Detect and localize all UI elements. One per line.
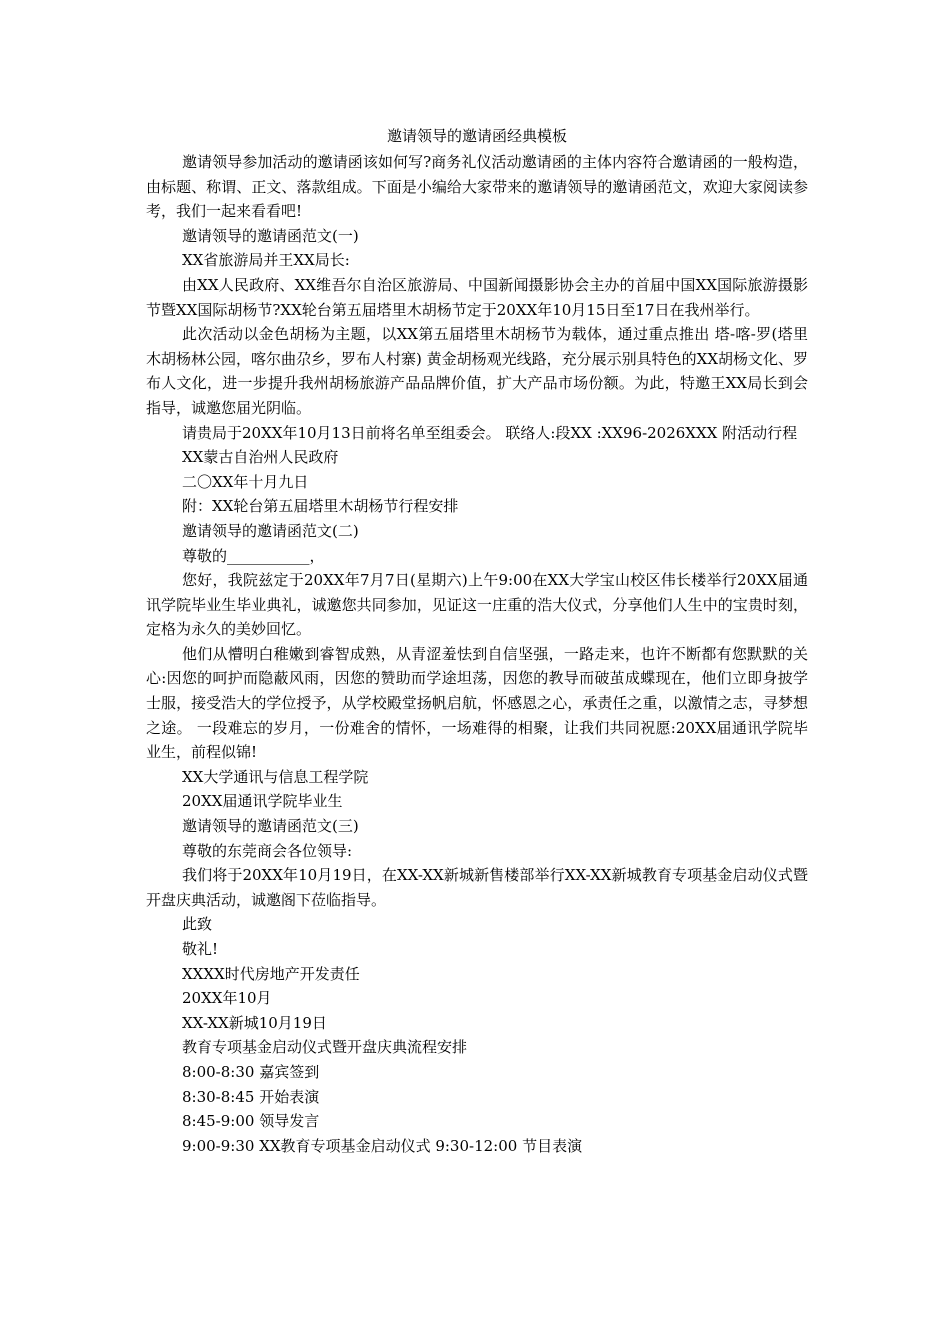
schedule-item: 8:00-8:30 嘉宾签到: [182, 1062, 320, 1081]
salutation-2: 尊敬的___________，: [182, 546, 325, 565]
body-paragraph: 此次活动以金色胡杨为主题，以XX第五届塔里木胡杨节为载体，通过重点推出 塔-喀-罗(塔里木胡杨林公园，喀尔曲尕乡，罗布人村寨) 黄金胡杨观光线路，充分展示别具特色的XX胡杨文化、罗布人文化，进一步提升我州胡杨旅游产品品牌价值，扩大产品市场份额。为此，特邀王XX局长到会指导，诚邀您届光阴临。: [146, 325, 808, 417]
schedule-item: 8:45-9:00 领导发言: [182, 1112, 320, 1131]
schedule-item: 9:00-9:30 XX教育专项基金启动仪式 9:30-12:00 节目表演: [182, 1136, 583, 1155]
section-heading-1: 邀请领导的邀请函范文(一): [182, 226, 359, 245]
body-paragraph: 我们将于20XX年10月19日，在XX-XX新城新售楼部举行XX-XX新城教育专项基金启动仪式暨开盘庆典活动，诚邀阁下莅临指导。: [146, 866, 808, 909]
signature-line: XXXX时代房地产开发责任: [182, 964, 360, 983]
document-body: [146, 126, 808, 1158]
date-line: 20XX年10月: [182, 989, 272, 1008]
signature-line: XX大学通讯与信息工程学院: [182, 767, 369, 786]
body-paragraph: 由XX人民政府、XX维吾尔自治区旅游局、中国新闻摄影协会主办的首届中国XX国际旅游摄影节暨XX国际胡杨节?XX轮台第五届塔里木胡杨节定于20XX年10月15日至17日在我州举行。: [146, 275, 808, 319]
date-line: 二〇XX年十月九日: [182, 472, 309, 491]
signature-line: 20XX届通讯学院毕业生: [182, 792, 343, 811]
closing-line: 此致: [182, 915, 213, 934]
attachment-line: 附：XX轮台第五届塔里木胡杨节行程安排: [182, 497, 459, 516]
date-line: XX-XX新城10月19日: [182, 1013, 327, 1032]
closing-line: 敬礼!: [182, 940, 219, 958]
body-paragraph: 您好，我院兹定于20XX年7月7日(星期六)上午9:00在XX大学宝山校区伟长楼举行20XX届通讯学院毕业生毕业典礼，诚邀您共同参加，见证这一庄重的浩大仪式，分享他们人生中的宝贵时刻，定格为永久的美妙回忆。: [146, 571, 808, 639]
document-title: 邀请领导的邀请函经典模板: [386, 127, 567, 145]
body-paragraph: 他们从懵明白稚嫩到睿智成熟，从青涩羞怯到自信坚强，一路走来，也许不断都有您默默的关心:因您的呵护而隐蔽风雨，因您的赞助而学途坦荡，因您的教导而破茧成蝶现在，他们立即身披学士服，接受浩大的学位授予，从学校殿堂扬帆启航，怀感恩之心，承责任之重，以激情之志，寻梦想之途。 一段难忘的岁月，一份难舍的情怀，一场难得的相聚，让我们共同祝愿:20XX届通讯学院毕业生，前程似锦!: [146, 644, 808, 762]
schedule-heading: 教育专项基金启动仪式暨开盘庆典流程安排: [182, 1038, 468, 1057]
body-paragraph: 请贵局于20XX年10月13日前将名单至组委会。 联络人:段XX :XX96-2026XXX 附活动行程: [182, 423, 798, 442]
intro-paragraph: 邀请领导参加活动的邀请函该如何写?商务礼仪活动邀请函的主体内容符合邀请函的一般构造，由标题、称谓、正文、落款组成。下面是小编给大家带来的邀请领导的邀请函范文，欢迎大家阅读参考，我们一起来看看吧!: [146, 153, 808, 221]
salutation-3: 尊敬的东莞商会各位领导:: [182, 841, 353, 860]
schedule-item: 8:30-8:45 开始表演: [182, 1087, 320, 1106]
signature-line: XX蒙古自治州人民政府: [182, 448, 339, 467]
section-heading-3: 邀请领导的邀请函范文(三): [182, 817, 359, 836]
salutation-1: XX省旅游局并王XX局长:: [182, 251, 350, 270]
section-heading-2: 邀请领导的邀请函范文(二): [182, 521, 359, 540]
